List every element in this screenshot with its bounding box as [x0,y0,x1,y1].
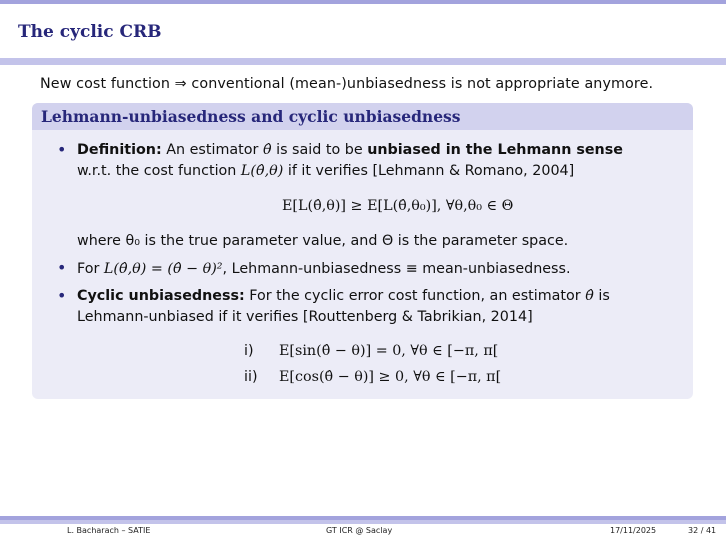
slide-title: The cyclic CRB [18,22,162,42]
definition-line-1 [77,142,623,158]
footer-bar-light [0,520,726,524]
cyclic-label: Cyclic unbiasedness: [77,288,245,304]
lehmann-sense-phrase: unbiased in the Lehmann sense [367,142,623,158]
bullet-2-line [77,261,571,277]
equation-i-label: i) [244,343,254,359]
bullet-marker: • [57,286,67,305]
definition-line-2b: if it verifies [Lehmann & Romano, 2004] [287,163,575,179]
estimator-symbol: θ̂ [585,288,594,304]
bullet-3-line-1 [77,288,610,304]
block-title: Lehmann-unbiasedness and cyclic unbiasedness [32,103,693,130]
footer-author: L. Bacharach – SATIE [67,526,151,535]
footer [0,516,726,544]
lehmann-equation: E[L(θ̂,θ)] ≥ E[L(θ̂,θ₀)], ∀θ,θ₀ ∈ Θ [282,198,514,214]
bullet-2-suffix: , Lehmann-unbiasedness ≡ mean-unbiasedness. [222,261,571,277]
footer-page-number: 32 / 41 [688,526,717,535]
definition-line-2a: w.r.t. the cost function [77,163,237,179]
theorem-block [32,103,693,399]
bullet-marker: • [57,140,67,159]
title-divider [0,58,726,65]
footer-date: 17/11/2025 [610,526,657,535]
where-sentence: where θ₀ is the true parameter value, and Θ is the parameter space. [77,233,569,249]
bullet-3-line-2: Lehmann-unbiased if it verifies [Routtenberg & Tabrikian, 2014] [77,309,533,325]
bullet-marker: • [57,258,67,277]
footer-event: GT ICR @ Saclay [326,526,393,535]
cost-function: L(θ̂,θ) [240,163,284,179]
bullet-3-text-2: is [598,288,610,304]
equation-ii: E[cos(θ̂ − θ)] ≥ 0, ∀θ ∈ [−π, π[ [279,369,502,385]
definition-text-2: is said to be [276,142,363,158]
definition-line-2 [77,163,574,179]
estimator-symbol: θ̂ [262,142,272,158]
quadratic-cost: L(θ̂,θ) = (θ̂ − θ)² [103,261,223,277]
equation-ii-label: ii) [244,369,258,385]
top-accent-bar [0,0,726,4]
bullet-2-prefix: For [77,261,100,277]
equation-i: E[sin(θ̂ − θ)] = 0, ∀θ ∈ [−π, π[ [279,343,499,359]
definition-label: Definition: [77,142,162,158]
definition-text-1: An estimator [166,142,259,158]
bullet-3-text-1: For the cyclic error cost function, an estimator [249,288,581,304]
intro-sentence: New cost function ⇒ conventional (mean-)unbiasedness is not appropriate anymore. [40,76,654,92]
